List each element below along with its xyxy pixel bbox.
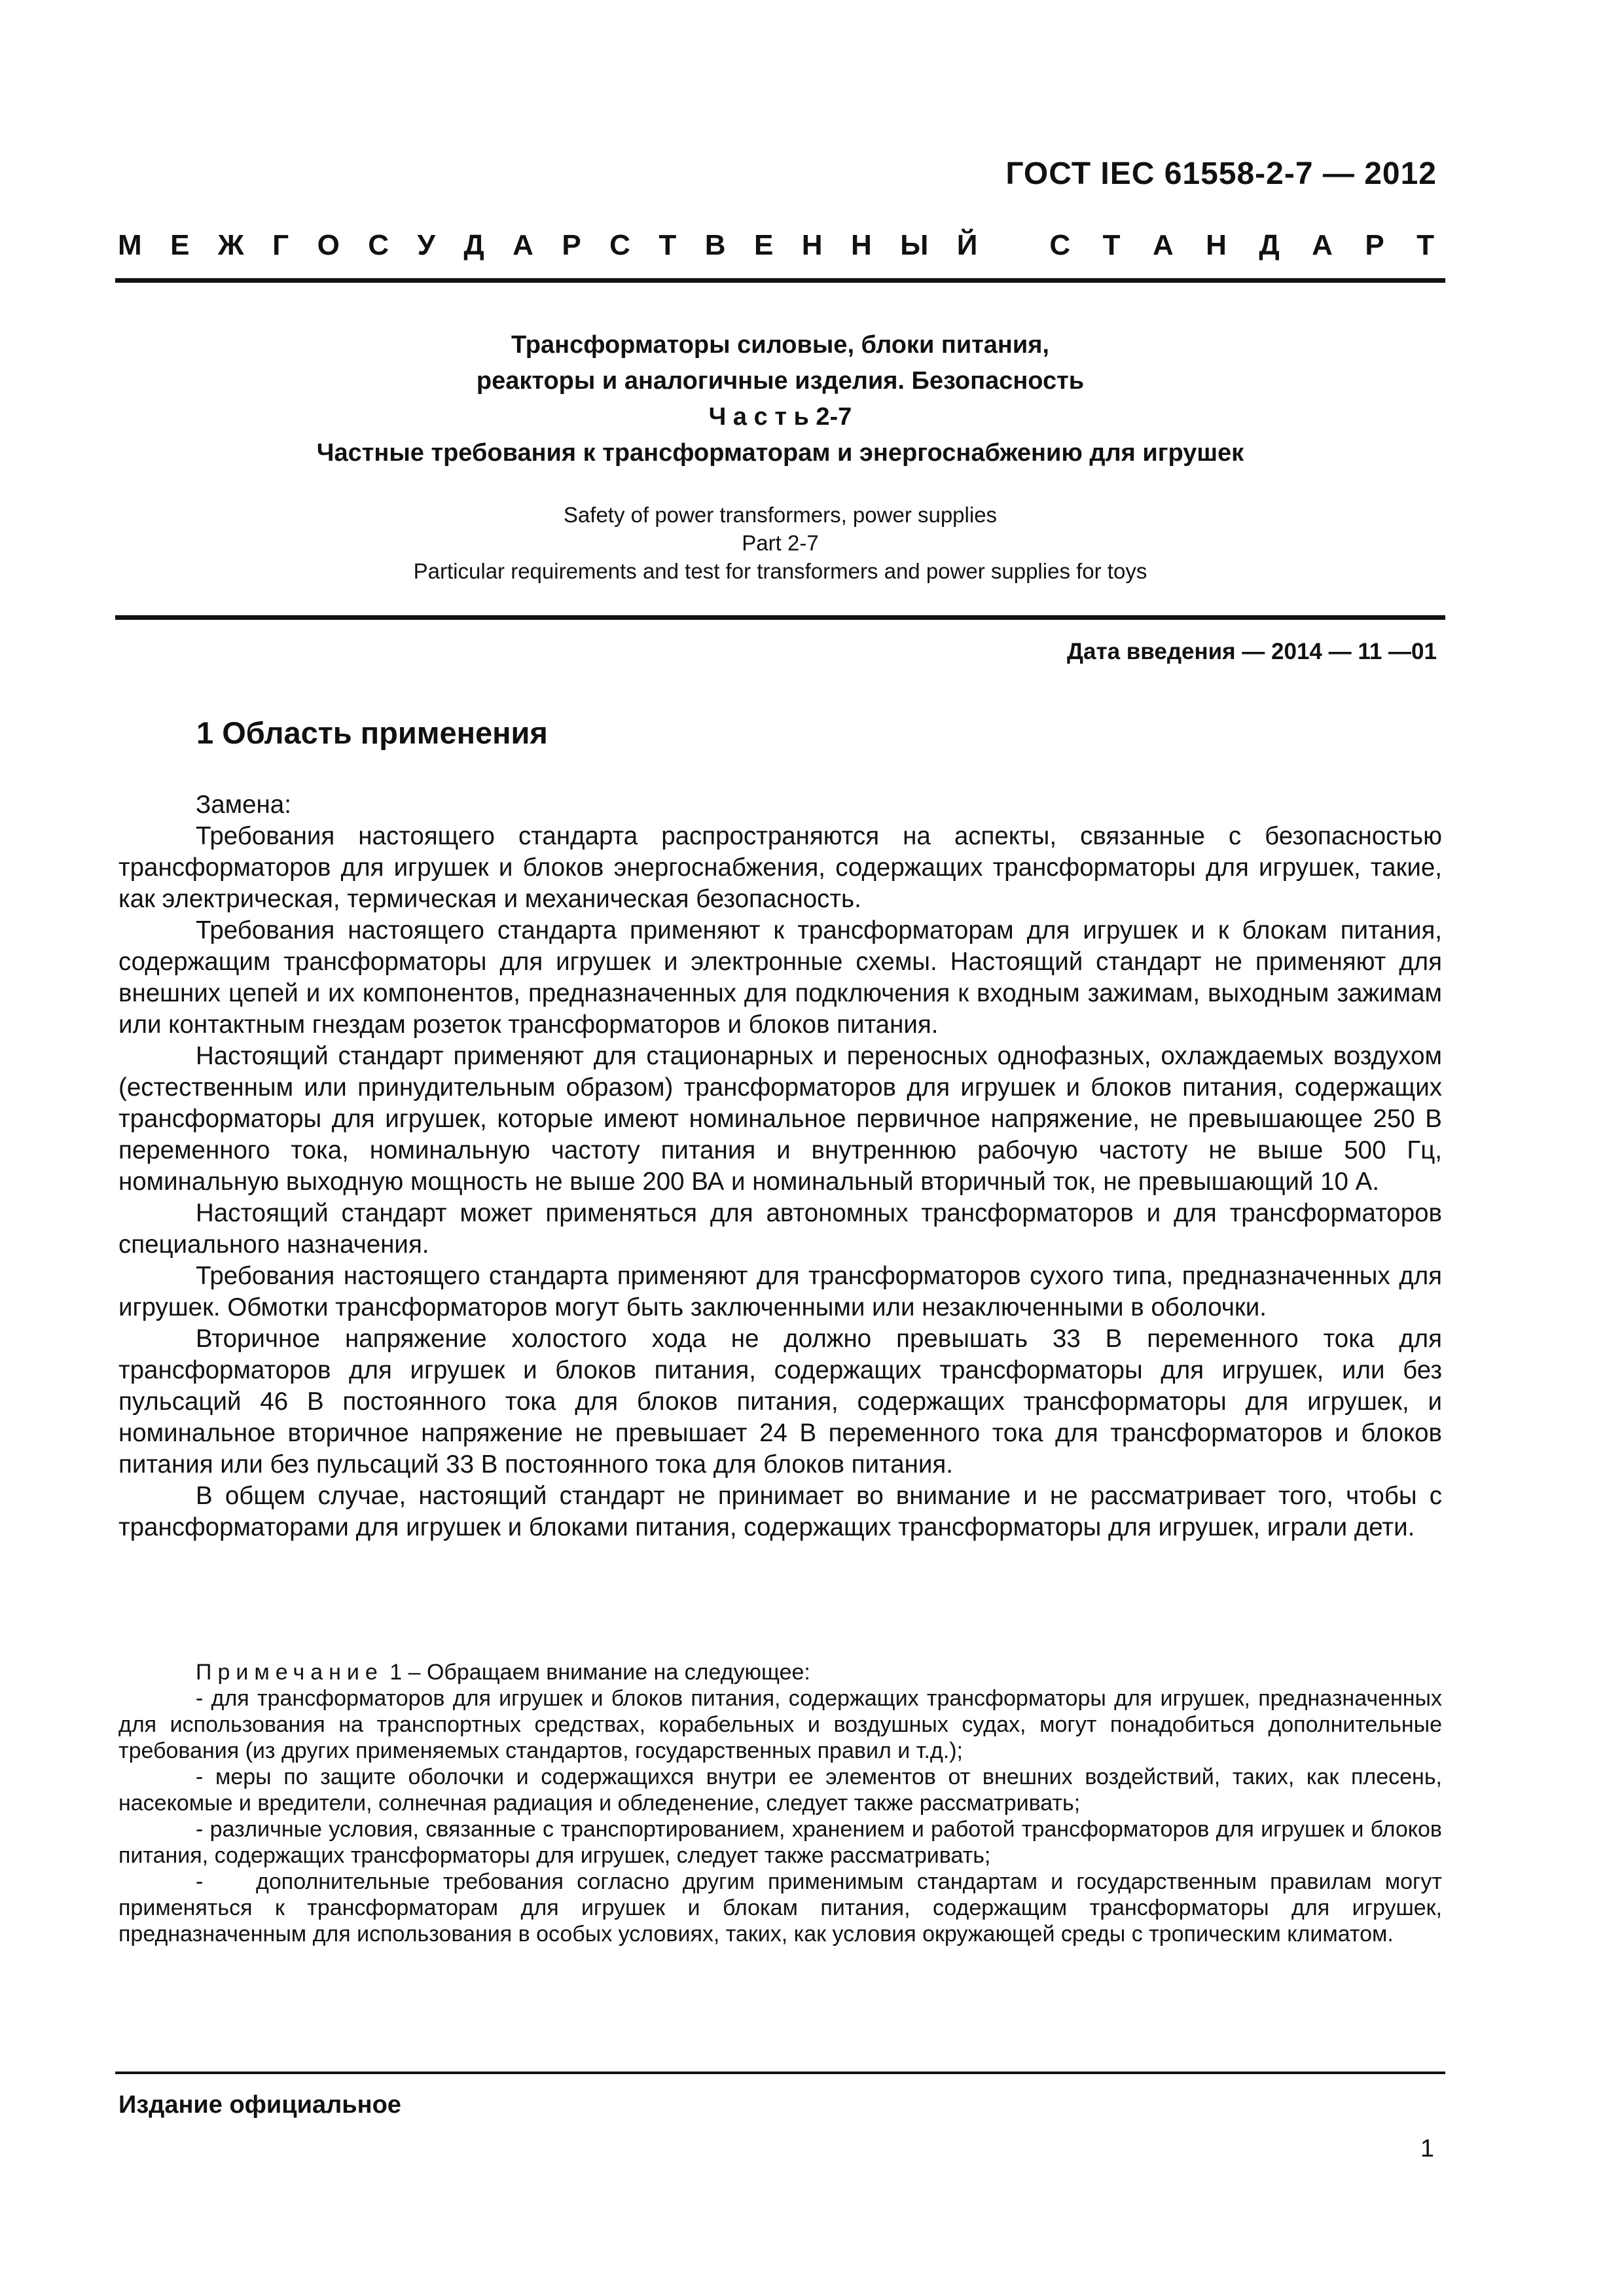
- note-intro: [118, 1659, 1442, 1685]
- paragraph: Вторичное напряжение холостого хода не должно превышать 33 В переменного тока для трансформаторов для игрушек и блоков питания, содержащих трансформаторы для игрушек, или без пульсаций 46 В постоянного тока для блоков питания, содержащих трансформаторы для игрушек, и номинальное вторичное напряжение не превышает 24 В переменного тока для трансформаторов и блоков питания или без пульсаций 33 В постоянного тока для блоков питания.: [118, 1325, 1442, 1479]
- paragraph: Требования настоящего стандарта применяют для трансформаторов сухого типа, предназначенных для игрушек. Обмотки трансформаторов могут быть заключенными или незаключенными в оболочки.: [118, 1262, 1442, 1321]
- note-block: [118, 1659, 1449, 1947]
- en-title-line-1: Safety of power transformers, power supplies: [563, 503, 998, 527]
- en-title-line-3: Particular requirements and test for transformers and power supplies for toys: [413, 559, 1147, 583]
- note-intro-text: 1 – Обращаем внимание на следующее:: [383, 1660, 810, 1685]
- date-of-introduction: Дата введения — 2014 — 11 —01: [1067, 639, 1437, 664]
- russian-title: [115, 327, 1445, 471]
- paragraph: Настоящий стандарт может применяться для автономных трансформаторов и для трансформаторов специального назначения.: [118, 1199, 1442, 1259]
- note-item: - дополнительные требования согласно другим применимым стандартам и государственным правилам могут применяться к трансформаторам для игрушек и блокам питания, содержащим трансформаторы для игрушек, предназначенным для использования в особых условиях, таких, как условия окружающей среды с тропическим климатом.: [118, 1869, 1449, 1946]
- section-heading: 1 Область применения: [196, 715, 548, 750]
- title-part: Ч а с т ь 2-7: [708, 403, 852, 431]
- english-title: [115, 501, 1445, 585]
- document-code: ГОСТ IEC 61558-2-7 — 2012: [1005, 156, 1437, 191]
- page-number: 1: [1420, 2135, 1434, 2162]
- title-line-1: Трансформаторы силовые, блоки питания,: [511, 331, 1049, 359]
- note-item: - для трансформаторов для игрушек и блоков питания, содержащих трансформаторы для игрушек, предназначенных для использования на транспортных средствах, корабельных и воздушных судах, могут понадобиться дополнительные требования (из других применяемых стандартов, государственных правил и т.д.);: [118, 1686, 1442, 1763]
- footer-rule: [115, 2072, 1445, 2074]
- paragraph: Замена:: [196, 791, 291, 819]
- note-label: Примечание: [196, 1660, 384, 1685]
- paragraph: В общем случае, настоящий стандарт не принимает во внимание и не рассматривает того, чтобы с трансформаторами для игрушек и блоками питания, содержащих трансформаторы для игрушек, играли дети.: [118, 1482, 1442, 1541]
- note-item: - меры по защите оболочки и содержащихся внутри ее элементов от внешних воздействий, таких, как плесень, насекомые и вредители, солнечная радиация и обледенение, следует также рассматривать;: [118, 1765, 1442, 1816]
- section-body: [118, 789, 1442, 1543]
- official-edition-label: Издание официальное: [118, 2091, 401, 2119]
- note-item: - различные условия, связанные с транспортированием, хранением и работой трансформаторов для игрушек и блоков питания, содержащих трансформаторы для игрушек, следует также рассматривать;: [118, 1817, 1442, 1868]
- paragraph: Требования настоящего стандарта применяют к трансформаторам для игрушек и к блокам питания, содержащим трансформаторы для игрушек и электронные схемы. Настоящий стандарт не применяют для внешних цепей и их компонентов, предназначенных для подключения к входным зажимам, выходным зажимам или контактным гнездам розеток трансформаторов и блоков питания.: [118, 916, 1442, 1039]
- title-line-2: реакторы и аналогичные изделия. Безопасность: [476, 367, 1085, 395]
- paragraph: Настоящий стандарт применяют для стационарных и переносных однофазных, охлаждаемых воздухом (естественным или принудительным образом) трансформаторов для игрушек и блоков питания, содержащих трансформаторы для игрушек, которые имеют номинальное первичное напряжение, не превышающее 250 В переменного тока, номинальную частоту питания и внутреннюю рабочую частоту не выше 500 Гц, номинальную выходную мощность не выше 200 ВА и номинальный вторичный ток, не превышающий 10 А.: [118, 1042, 1442, 1196]
- en-title-part: Part 2-7: [742, 531, 819, 555]
- banner-word-standard: С Т А Н Д А Р Т: [1049, 229, 1434, 261]
- top-rule: [115, 278, 1445, 283]
- banner-word-interstate: М Е Ж Г О С У Д А Р С Т В Е Н Н Ы Й: [118, 229, 978, 261]
- standard-type-banner: [118, 229, 1434, 262]
- paragraph: Требования настоящего стандарта распространяются на аспекты, связанные с безопасностью трансформаторов для игрушек и блоков энергоснабжения, содержащих трансформаторы для игрушек, такие, как электрическая, термическая и механическая безопасность.: [118, 822, 1442, 913]
- title-bottom-rule: [115, 615, 1445, 620]
- title-line-4: Частные требования к трансформаторам и энергоснабжению для игрушек: [316, 439, 1244, 467]
